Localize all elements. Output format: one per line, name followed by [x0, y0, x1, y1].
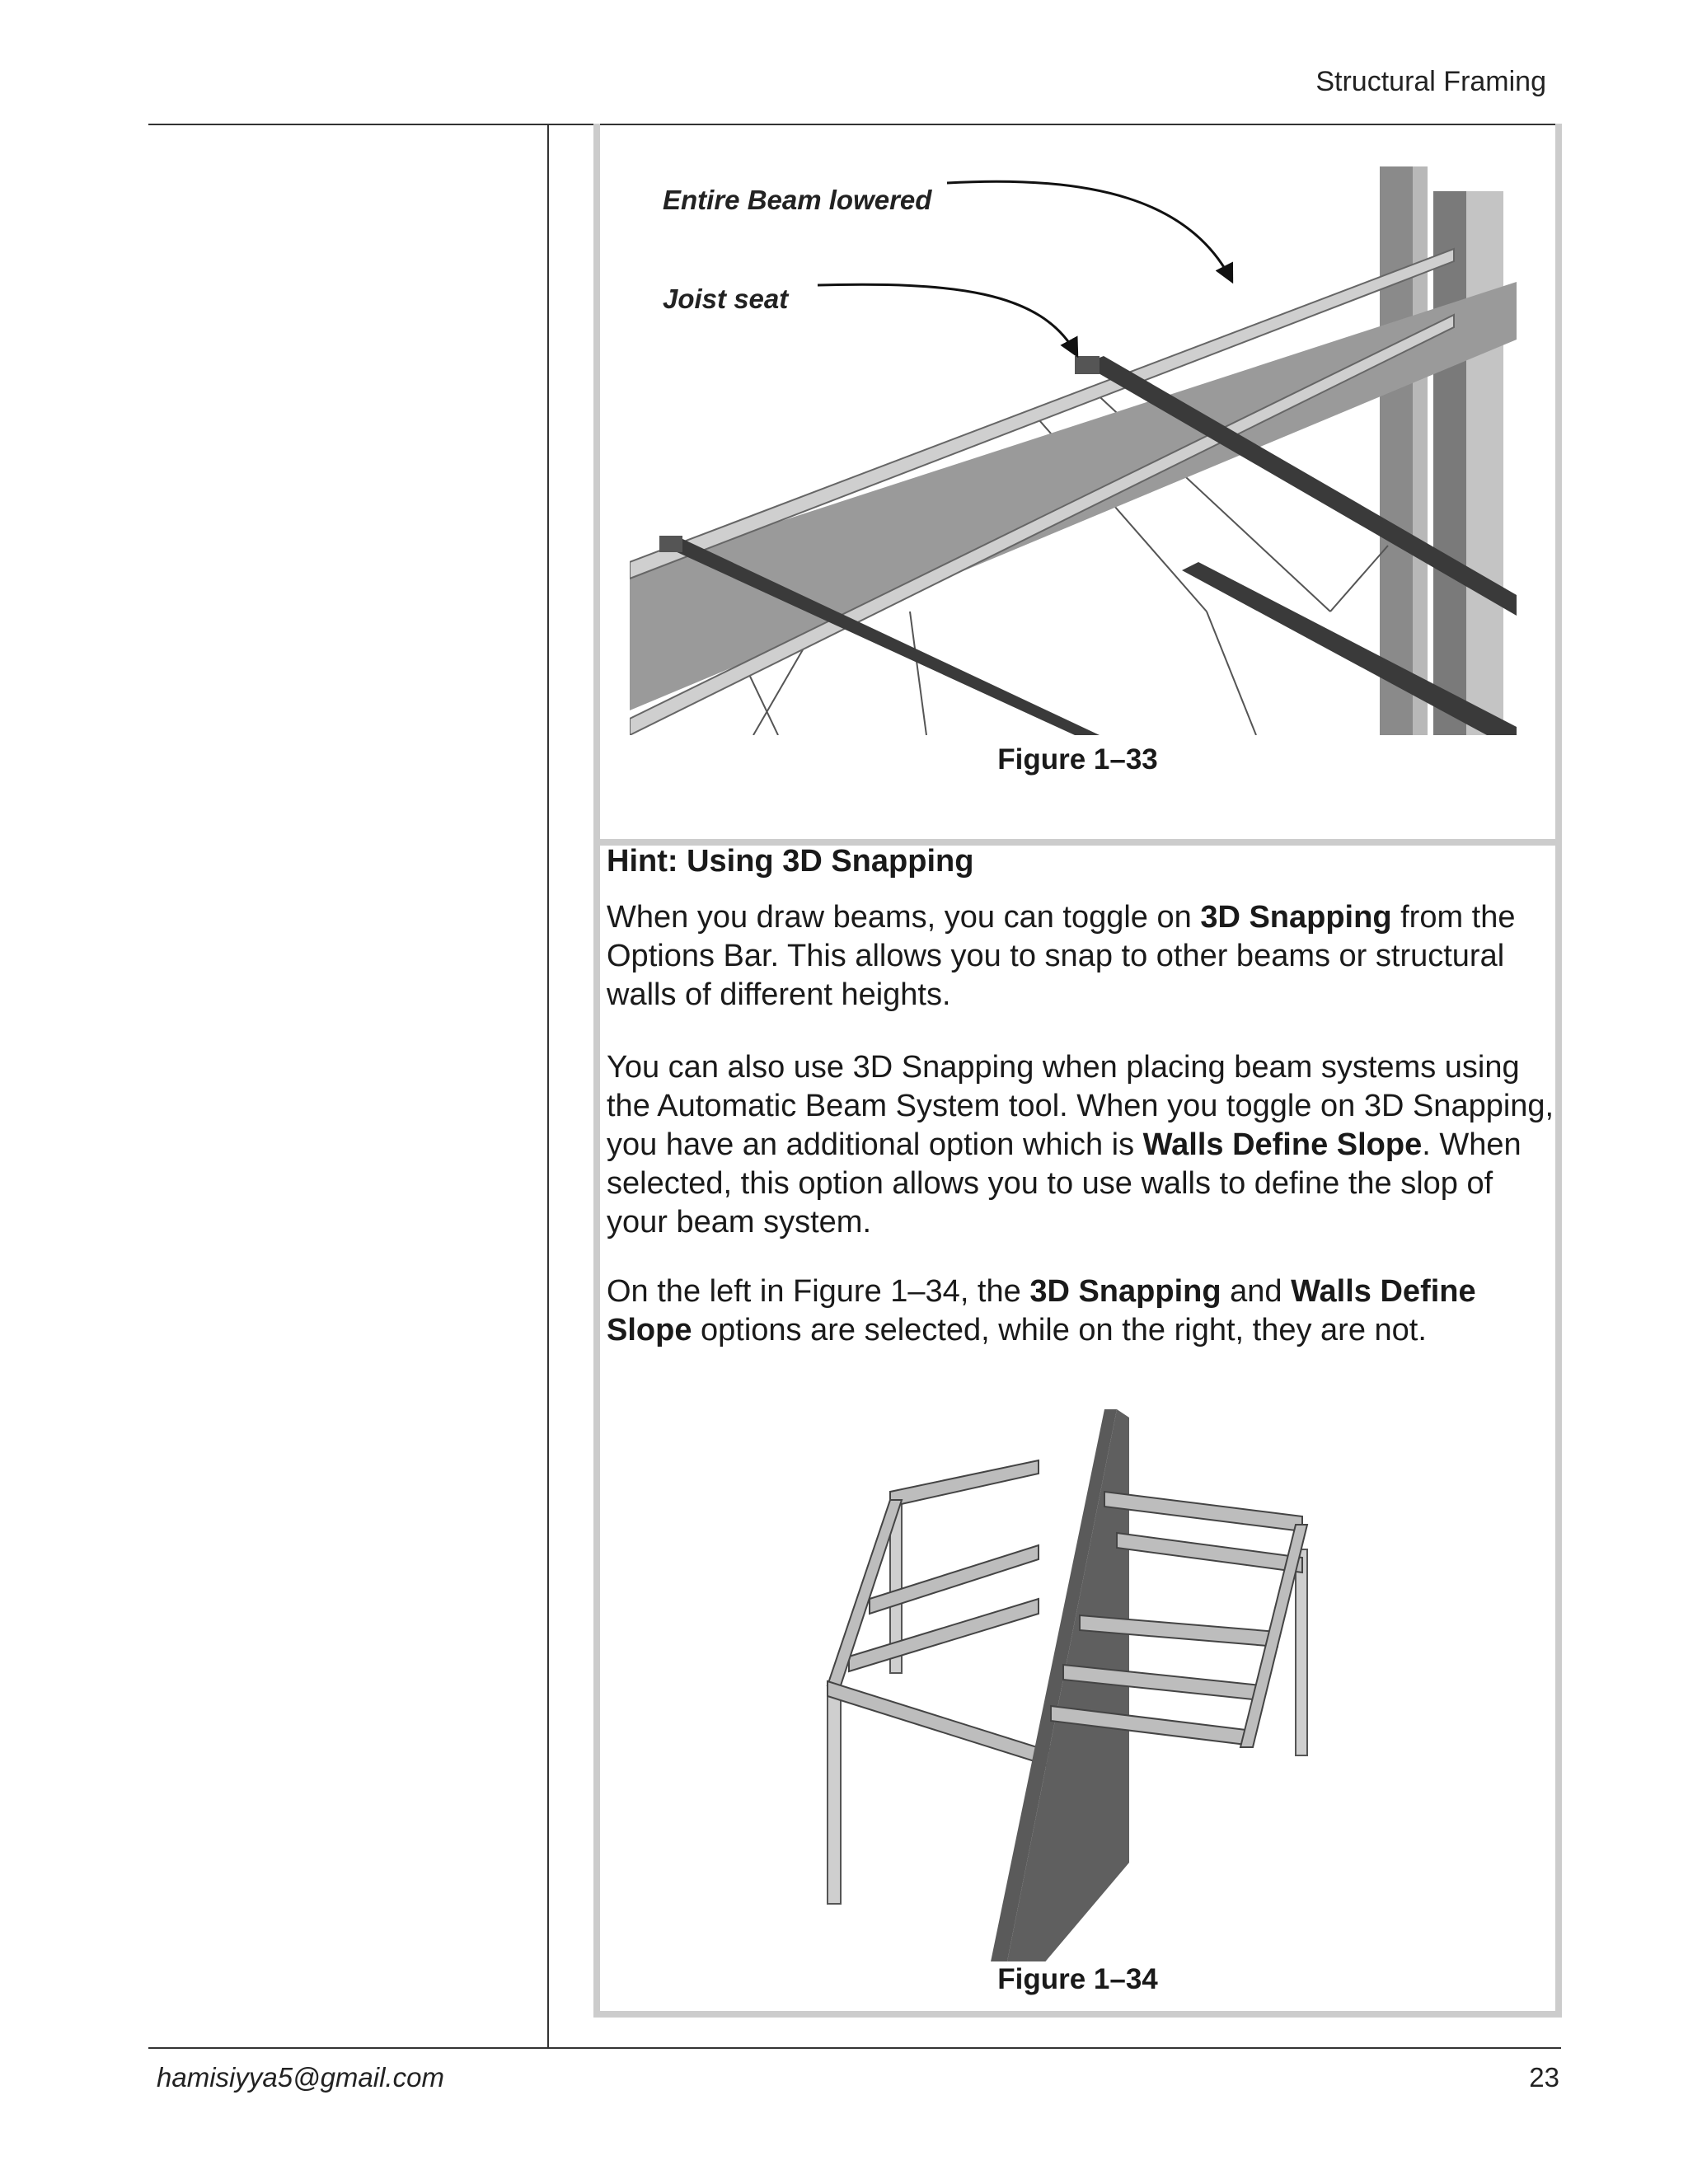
- bold-term: Walls Define Slope: [607, 1274, 1476, 1347]
- figure-beam-joist-seat: [630, 150, 1517, 735]
- bold-term: 3D Snapping: [1200, 900, 1392, 935]
- running-header: Structural Framing: [1315, 66, 1546, 97]
- label-entire-beam: Entire Beam lowered: [663, 185, 932, 215]
- column-1-flange: [1413, 166, 1428, 735]
- beam: [890, 1460, 1039, 1507]
- column: [828, 1681, 841, 1904]
- joist-seat: [1075, 356, 1100, 374]
- column-2: [1433, 191, 1466, 735]
- beam: [1104, 1492, 1302, 1531]
- arrow-entire-beam: [947, 181, 1231, 280]
- margin-rule: [547, 124, 549, 2047]
- footer-email: hamisiyya5@gmail.com: [157, 2062, 444, 2093]
- brace-line: [910, 612, 926, 735]
- beam: [1117, 1533, 1302, 1572]
- text-run: . When selected, this option allows you to use walls to define the slop of your beam system.: [607, 1127, 1522, 1240]
- label-joist-seat: Joist seat: [663, 284, 789, 314]
- footer-rule: [148, 2047, 1561, 2049]
- arrow-joist-seat: [818, 284, 1076, 354]
- hint-title: Hint: Using 3D Snapping: [607, 844, 974, 879]
- column: [1296, 1549, 1307, 1755]
- beam: [828, 1681, 1063, 1770]
- brace-line: [1207, 612, 1256, 735]
- text-run: options are selected, while on the right, they are not.: [692, 1313, 1427, 1347]
- hint-paragraph-1: [607, 898, 1554, 1015]
- text-run: When you draw beams, you can toggle on: [607, 900, 1201, 935]
- column-1: [1380, 166, 1413, 735]
- figure-caption: Figure 1–34: [997, 1963, 1158, 1995]
- hint-paragraph-2: [607, 1048, 1554, 1242]
- text-run: On the left in Figure 1–34, the: [607, 1274, 1030, 1309]
- text-run: from the Options Bar. This allows you to snap to other beams or structural walls of different heights.: [607, 900, 1516, 1012]
- figure-beam-system-wall-slope: [791, 1401, 1368, 1961]
- figure-caption: Figure 1–33: [997, 743, 1158, 776]
- brace-line: [1330, 546, 1388, 612]
- bold-term: Walls Define Slope: [1142, 1127, 1423, 1162]
- hint-paragraph-3: [607, 1272, 1554, 1350]
- page-number: 23: [1529, 2062, 1559, 2093]
- text-run: and: [1221, 1274, 1292, 1309]
- joist-seat: [659, 536, 682, 552]
- text-run: You can also use 3D Snapping when placing beam systems using the Automatic Beam System tool. When you toggle on 3D Snapping, you have an additional option which is: [607, 1050, 1554, 1162]
- bold-term: 3D Snapping: [1029, 1274, 1221, 1309]
- column-2-flange: [1466, 191, 1503, 735]
